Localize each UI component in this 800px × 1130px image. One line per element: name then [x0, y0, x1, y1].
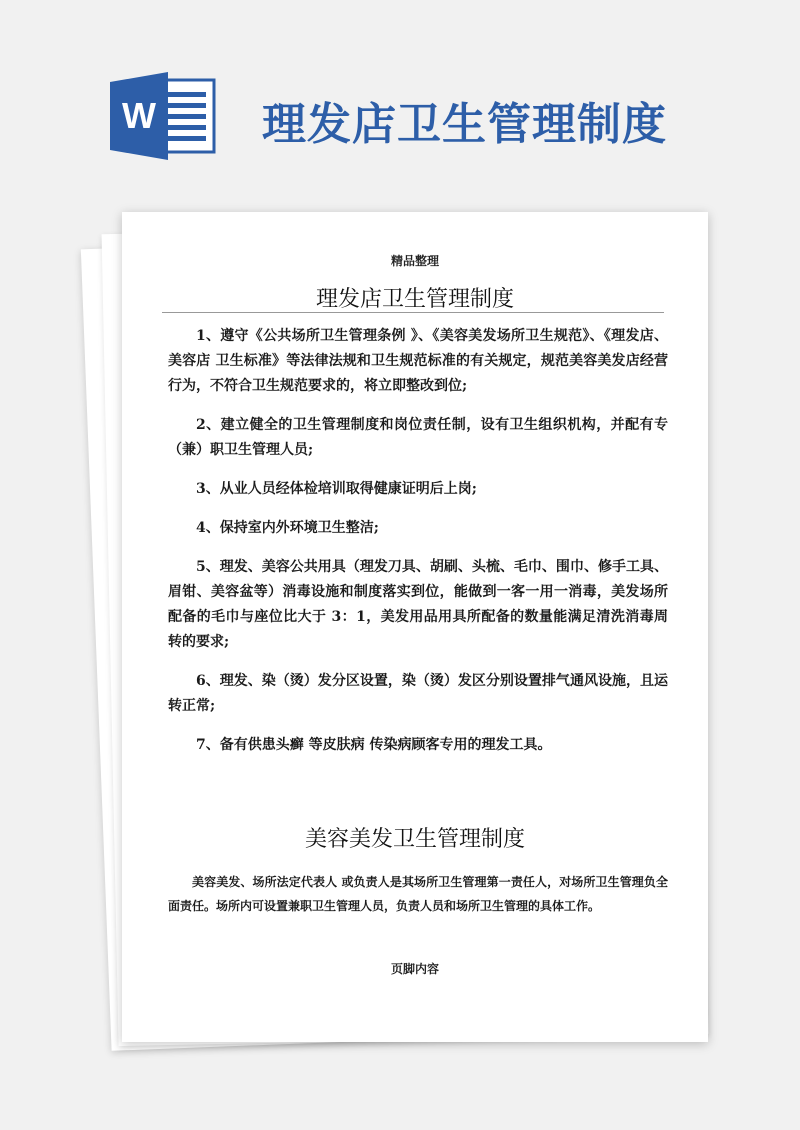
title-rule — [162, 312, 664, 313]
word-document-icon — [110, 72, 216, 160]
clause-list — [168, 324, 668, 772]
body-paragraph: 美容美发、场所法定代表人 或负责人是其场所卫生管理第一责任人，对场所卫生管理负全面责任。场所内可设置兼职卫生管理人员，负责人员和场所卫生管理的具体工作。 — [168, 875, 668, 913]
top-label: 精品整理 — [390, 254, 439, 268]
clause-item: 7、备有供患头癣 等皮肤病 传染病顾客专用的理发工具。 — [196, 737, 552, 753]
word-icon-letter: W — [122, 95, 156, 136]
page-footer: 页脚内容 — [390, 962, 439, 976]
clause-item: 1、遵守《公共场所卫生管理条例 》、《美容美发场所卫生规范》、《理发店、美容店 卫生标准》等法律法规和卫生规范标准的有关规定，规范美容美发店经营行为，不符合卫生规范要求的，将立即整改到位; — [168, 328, 668, 394]
main-title: 理发店卫生管理制度 — [315, 287, 514, 312]
clause-item: 3、从业人员经体检培训取得健康证明后上岗; — [196, 481, 477, 497]
clause-item: 4、保持室内外环境卫生整洁; — [196, 520, 379, 536]
document-page — [122, 212, 708, 1042]
clause-item: 6、理发、染（烫）发分区设置，染（烫）发区分别设置排气通风设施，且运转正常; — [168, 673, 668, 714]
clause-item: 5、理发、美容公共用具（理发刀具、胡刷、头梳、毛巾、围巾、修手工具、眉钳、美容盆等）消毒设施和制度落实到位，能做到一客一用一消毒，美发场所配备的毛巾与座位比大于 3：1，美发用品用具所配备的数量能满足清洗消毒周转的要求; — [168, 559, 668, 650]
sub-title: 美容美发卫生管理制度 — [304, 827, 525, 852]
banner-header — [0, 0, 800, 200]
banner-title: 理发店卫生管理制度 — [262, 99, 667, 150]
clause-item: 2、建立健全的卫生管理制度和岗位责任制，设有卫生组织机构，并配有专（兼）职卫生管理人员; — [168, 417, 668, 458]
